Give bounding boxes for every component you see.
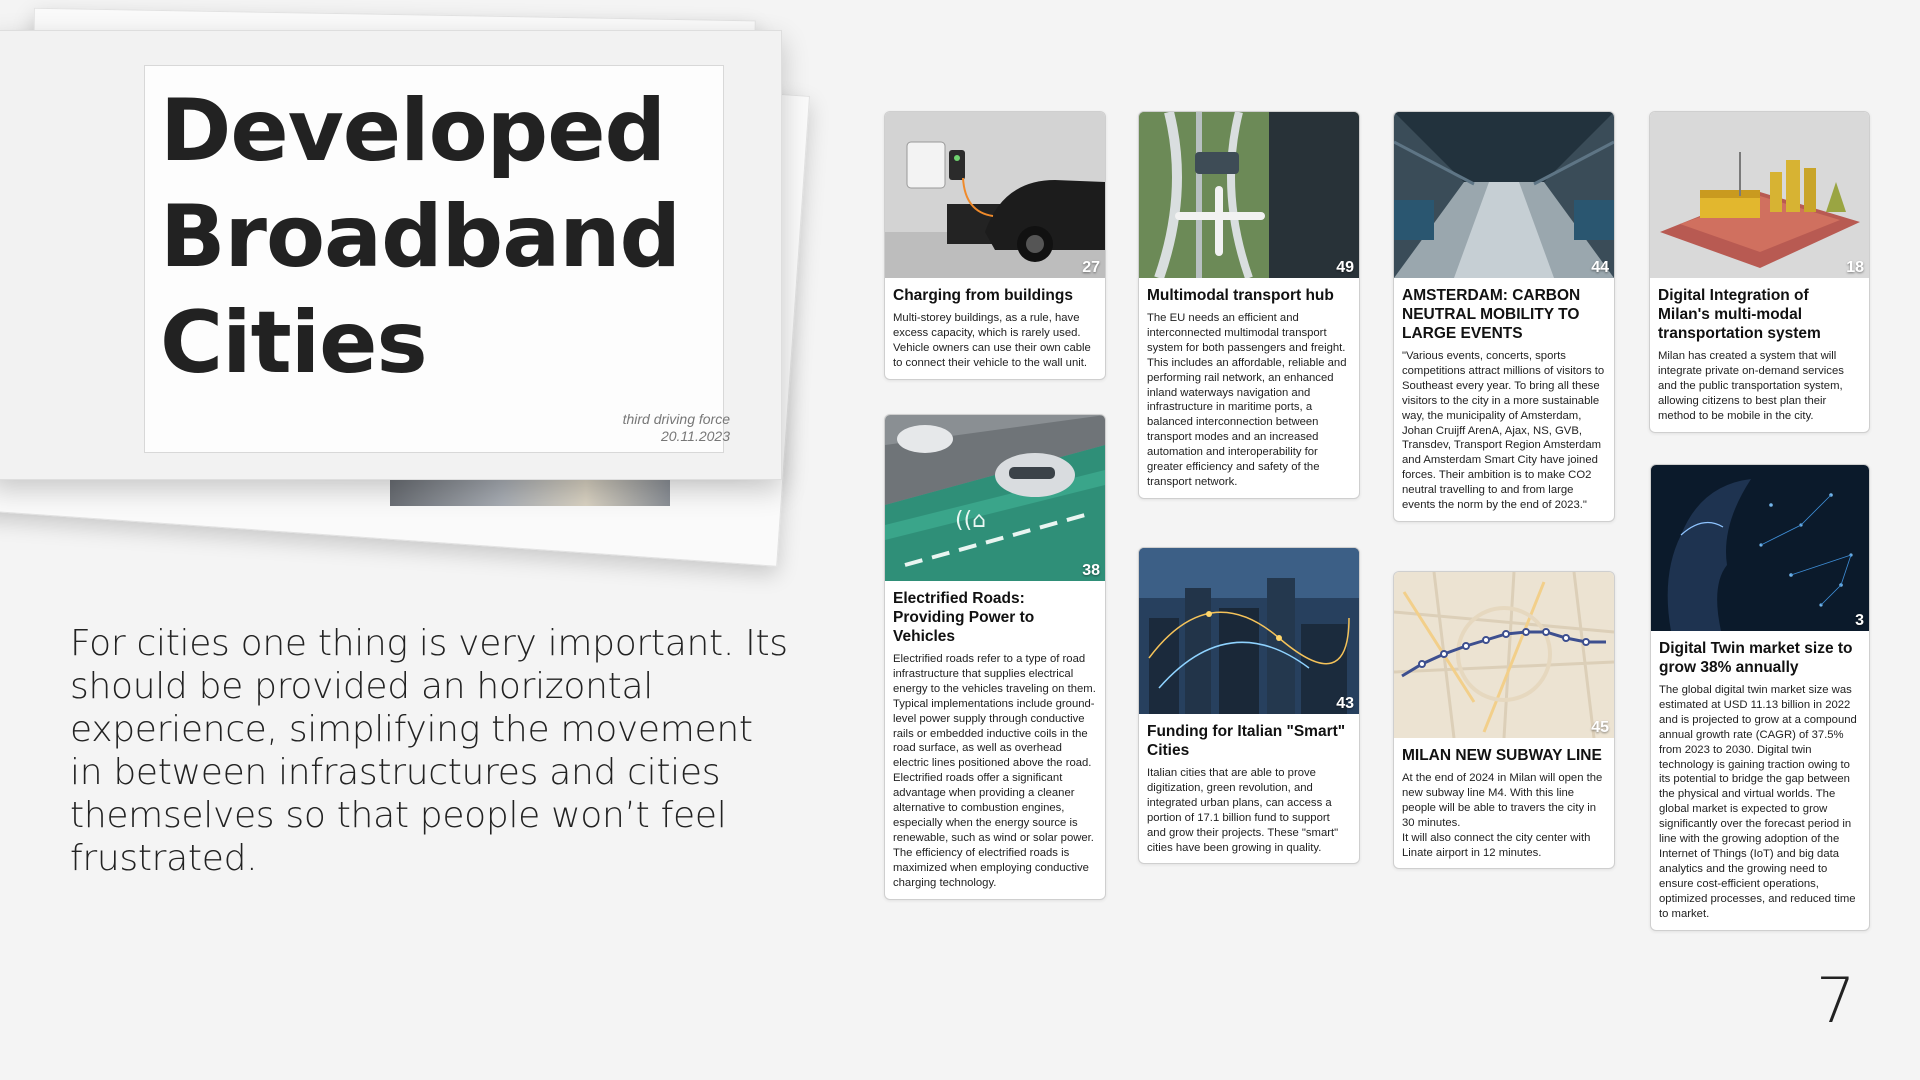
card-number: 3 — [1855, 612, 1864, 629]
intro-paragraph — [70, 622, 790, 880]
electrified-road-illustration — [885, 415, 1105, 581]
digital-twin-illustration — [1651, 465, 1869, 631]
card-title: MILAN NEW SUBWAY LINE — [1402, 747, 1602, 764]
charging-illustration — [885, 112, 1105, 278]
milan-map-image — [1394, 572, 1614, 738]
page-title-line-3: Cities — [160, 293, 427, 393]
page-title-line-2: Broadband — [160, 187, 681, 287]
card-number: 27 — [1082, 259, 1100, 276]
card-text: At the end of 2024 in Milan will open the new subway line M4. With this line people will be able to travers the city in 30 minutes. It will also connect the city center with Linate airport in 12 minutes. — [1402, 772, 1603, 859]
article-card-milan-subway[interactable] — [1393, 571, 1615, 869]
card-number: 49 — [1336, 259, 1354, 276]
milan-transport-illustration — [1650, 112, 1869, 278]
milan-map-illustration — [1394, 572, 1614, 738]
multimodal-hub-image — [1139, 112, 1359, 278]
card-title: Electrified Roads: Providing Power to Vehicles — [893, 590, 1035, 645]
card-text: The global digital twin market size was estimated at USD 11.13 billion in 2022 and is projected to grow at a compound annual growth rate (CAGR) of 37.5% from 2023 to 2030. Digital twin technology is gaining traction owing to its potential to bridge the gap between the physical and virtual worlds. The global market is expected to grow significantly over the forecast period in line with the growing adoption of the Internet of Things (IoT) and big data analytics and the growing need to ensure cost-efficient operations, optimized processes, and reduced time to market. — [1659, 684, 1857, 920]
card-number: 38 — [1082, 562, 1100, 579]
article-card-milan-integration[interactable] — [1649, 111, 1870, 433]
card-title: AMSTERDAM: CARBON NEUTRAL MOBILITY TO LARGE EVENTS — [1402, 287, 1581, 342]
article-card-electrified-roads[interactable] — [884, 414, 1106, 900]
card-text: The EU needs an efficient and interconnected multimodal transport system for both passengers and freight. This includes an affordable, reliable and performing rail network, an enhanced inland waterways navigation and infrastructure in maritime ports, a balanced interconnection between transport modes and an increased automation and interoperability for greater efficiency and safety of the transport network. — [1147, 312, 1347, 488]
card-title: Funding for Italian "Smart" Cities — [1147, 723, 1346, 759]
smart-city-image — [1139, 548, 1359, 714]
article-card-multimodal-hub[interactable] — [1138, 111, 1360, 499]
milan-transport-image — [1650, 112, 1869, 278]
title-subtitle: third driving force — [622, 411, 730, 427]
title-date: 20.11.2023 — [660, 428, 730, 444]
page-title-line-1: Developed — [160, 81, 666, 181]
card-number: 45 — [1591, 719, 1609, 736]
svg-text:((⌂: ((⌂ — [955, 508, 987, 533]
amsterdam-station-image — [1394, 112, 1614, 278]
page-title — [160, 78, 680, 396]
intro-text: For cities one thing is very important. Its should be provided an horizontal experience, simplifying the movement in between infrastructures and cities themselves so that people won’t feel frustrated. — [70, 623, 788, 879]
title-meta — [560, 411, 730, 445]
amsterdam-station-illustration — [1394, 112, 1614, 278]
article-card-amsterdam[interactable] — [1393, 111, 1615, 522]
card-text: "Various events, concerts, sports competitions attract millions of visitors to Southeast every year. To bring all these visitors to the city in a more sustainable way, the municipality of Amsterdam, Johan Cruijff ArenA, Ajax, NS, GVB, Transdev, Transport Region Amsterdam and Amsterdam Smart City have joined forces. Their ambition is to make CO2 neutral travelling to and from large events the norm by the end of 2023." — [1402, 350, 1605, 512]
card-title: Charging from buildings — [893, 287, 1073, 304]
card-text: Multi-storey buildings, as a rule, have excess capacity, which is rarely used. Vehicle owners can use their own cable to connect their vehicle to the wall unit. — [893, 312, 1091, 369]
electrified-road-image — [885, 415, 1105, 581]
article-card-charging[interactable] — [884, 111, 1106, 380]
article-card-smart-cities[interactable] — [1138, 547, 1360, 864]
card-number: 44 — [1591, 259, 1609, 276]
multimodal-hub-illustration — [1139, 112, 1359, 278]
card-text: Milan has created a system that will integrate private on-demand services and the public transportation system, allowing citizens to best plan their method to be mobile in the city. — [1658, 350, 1844, 422]
digital-twin-image — [1651, 465, 1869, 631]
card-title: Digital Integration of Milan's multi-modal transportation system — [1658, 287, 1821, 342]
charging-image — [885, 112, 1105, 278]
card-text: Italian cities that are able to prove digitization, green revolution, and integrated urban plans, can access a portion of 17.1 billion fund to support and grow their projects. These "smart" cities have been growing in quality. — [1147, 767, 1339, 854]
page-number: 7 — [1816, 964, 1856, 1037]
card-title: Multimodal transport hub — [1147, 287, 1334, 304]
card-title: Digital Twin market size to grow 38% annually — [1659, 640, 1853, 676]
smart-city-illustration — [1139, 548, 1359, 714]
card-number: 18 — [1846, 259, 1864, 276]
card-number: 43 — [1336, 695, 1354, 712]
article-card-digital-twin[interactable] — [1650, 464, 1870, 931]
card-text: Electrified roads refer to a type of road infrastructure that supplies electrical energy to the vehicles traveling on them. Typical implementations include ground-level power supply through conductive rails or embedded inductive coils in the road surface, as well as overhead electric lines positioned above the road. Electrified roads offer a significant advantage when providing a cleaner alternative to combustion engines, especially when the energy source is renewable, such as wind or solar power. The efficiency of electrified roads is maximized when employing conductive charging technology. — [893, 653, 1096, 889]
